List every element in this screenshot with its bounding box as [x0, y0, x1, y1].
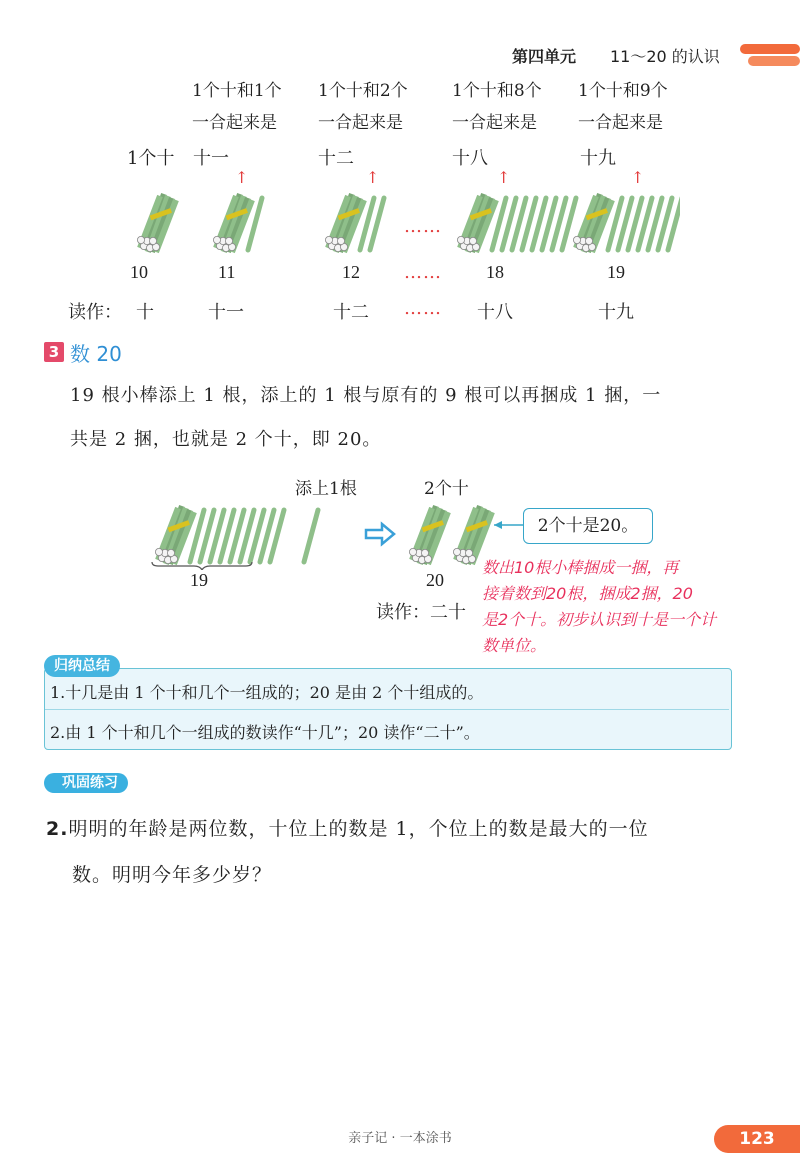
result-19: 十九 [580, 148, 616, 169]
ellipsis: …… [404, 216, 442, 237]
number-18: 18 [486, 262, 504, 282]
arrow-up-icon: ↑ [366, 168, 380, 187]
header-stripe [740, 42, 800, 68]
stick-bundles-illustration [120, 188, 680, 256]
reading-11: 十一 [208, 302, 244, 323]
add-one-label: 添上1根 [295, 479, 357, 499]
read-twenty: 读作：二十 [376, 602, 466, 623]
section-paragraph-line2: 共是 2 捆，也就是 2 个十，即 20。 [70, 429, 382, 450]
result-11: 十一 [193, 148, 229, 169]
phrase-12-line1: 1个十和2个 [318, 81, 408, 101]
question-2-line1: 2.明明的年龄是两位数，十位上的数是 1，个位上的数是最大的一位 [46, 818, 649, 840]
question-number: 2. [46, 818, 69, 840]
ellipsis: …… [404, 262, 442, 283]
phrase-19-line1: 1个十和9个 [578, 81, 668, 101]
label-19: 19 [190, 570, 208, 590]
question-2-line2: 数。明明今年多少岁？ [72, 864, 273, 886]
two-tens-label: 2个十 [424, 479, 469, 499]
summary-tag: 归纳总结 [44, 655, 120, 677]
arrow-up-icon: ↑ [631, 168, 645, 187]
reading-18: 十八 [477, 302, 513, 323]
number-12: 12 [342, 262, 360, 282]
number-19: 19 [607, 262, 625, 282]
ellipsis: …… [404, 298, 442, 319]
number-11: 11 [218, 262, 236, 282]
phrase-11-line2: 一合起来是 [192, 113, 277, 133]
phrase-12-line2: 一合起来是 [318, 113, 403, 133]
topic-title: 11～20 的认识 [610, 47, 720, 66]
result-12: 十二 [318, 148, 354, 169]
section-title: 数 20 [70, 342, 122, 366]
one-ten-label: 1个十 [127, 148, 175, 169]
arrow-up-icon: ↑ [497, 168, 511, 187]
label-20: 20 [426, 570, 444, 590]
phrase-18-line2: 一合起来是 [452, 113, 537, 133]
summary-line-2: 2.由 1 个十和几个一组成的数读作“十几”；20 读作“二十”。 [50, 723, 480, 742]
reading-12: 十二 [333, 302, 369, 323]
footer-text: 亲子记 · 一本涂书 [348, 1131, 452, 1146]
section-number-badge: 3 [44, 342, 64, 362]
practice-tag: 巩固练习 [44, 773, 128, 793]
phrase-19-line2: 一合起来是 [578, 113, 663, 133]
reading-10: 十 [136, 302, 154, 323]
handwritten-note: 数出10根小棒捆成一捆，再 接着数到20根，捆成2捆，20 是2个十。初步认识到十是一个计 数单位。 [482, 558, 717, 655]
read-label: 读作： [68, 302, 122, 323]
summary-divider [45, 709, 729, 710]
summary-line-1: 1.十几是由 1 个十和几个一组成的；20 是由 2 个十组成的。 [50, 683, 484, 702]
result-18: 十八 [452, 148, 488, 169]
twenty-sticks-illustration [146, 500, 526, 570]
number-10: 10 [130, 262, 148, 282]
phrase-18-line1: 1个十和8个 [452, 81, 542, 101]
section-paragraph-line1: 19 根小棒添上 1 根，添上的 1 根与原有的 9 根可以再捆成 1 捆，一 [70, 385, 662, 406]
arrow-up-icon: ↑ [235, 168, 249, 187]
phrase-11-line1: 1个十和1个 [192, 81, 282, 101]
unit-title: 第四单元 [512, 47, 577, 66]
callout-two-tens: 2个十是20。 [523, 508, 653, 544]
reading-19: 十九 [598, 302, 634, 323]
page-number: 123 [714, 1125, 800, 1153]
